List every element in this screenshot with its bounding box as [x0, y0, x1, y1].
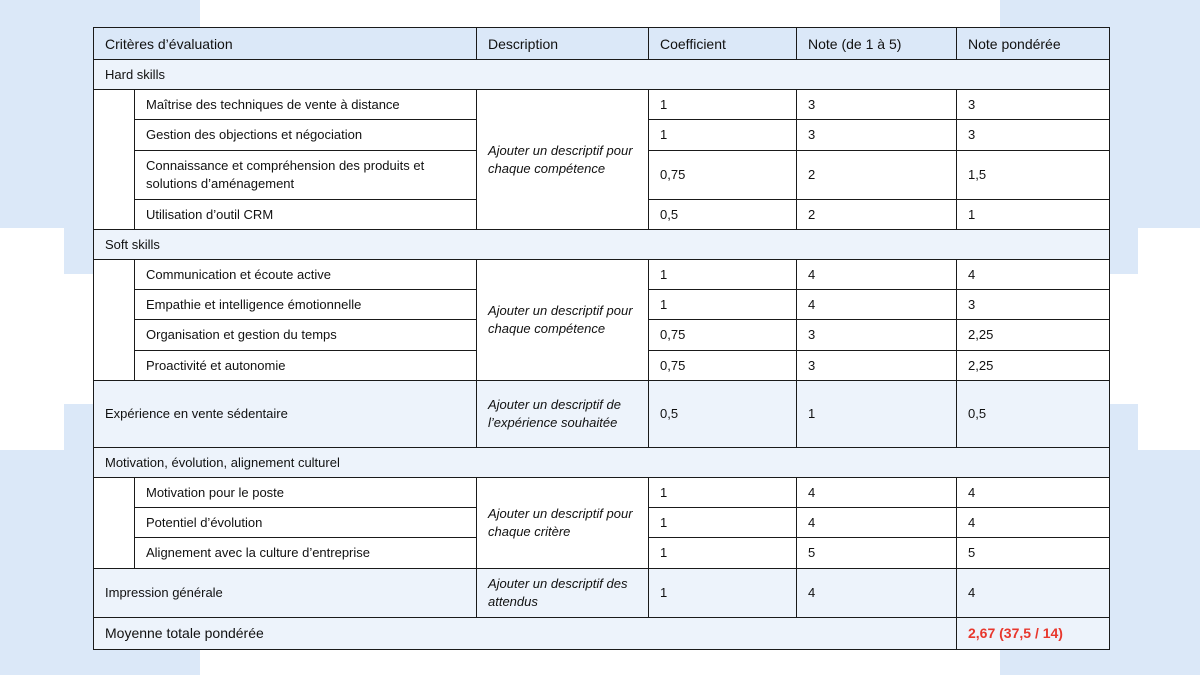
- table-row: [94, 260, 1110, 290]
- weighted-cell: 4: [957, 568, 1110, 617]
- total-label: Moyenne totale pondérée: [94, 617, 957, 649]
- note-cell: 5: [797, 538, 957, 568]
- criterion-label: Connaissance et compréhension des produits et solutions d’aménagement: [135, 150, 477, 199]
- note-cell: 3: [797, 320, 957, 350]
- header-row: [94, 28, 1110, 60]
- description-cell: Ajouter un descriptif de l’expérience souhaitée: [477, 380, 649, 447]
- weighted-cell: 1,5: [957, 150, 1110, 199]
- coefficient-cell: 0,75: [649, 150, 797, 199]
- section-row: [94, 60, 1110, 90]
- coefficient-cell: 0,5: [649, 380, 797, 447]
- section-row: [94, 229, 1110, 259]
- note-cell: 4: [797, 478, 957, 508]
- header-description: Description: [477, 28, 649, 60]
- description-cell: Ajouter un descriptif pour chaque compétence: [477, 260, 649, 381]
- section-row: [94, 447, 1110, 477]
- header-coefficient: Coefficient: [649, 28, 797, 60]
- criterion-label: Alignement avec la culture d’entreprise: [135, 538, 477, 568]
- criterion-label: Utilisation d’outil CRM: [135, 199, 477, 229]
- criterion-label: Organisation et gestion du temps: [135, 320, 477, 350]
- indent-cell: [94, 478, 135, 568]
- total-row: [94, 617, 1110, 649]
- section-title-motivation: Motivation, évolution, alignement culturel: [94, 447, 1110, 477]
- criterion-label: Empathie et intelligence émotionnelle: [135, 290, 477, 320]
- criterion-label: Expérience en vente sédentaire: [94, 380, 477, 447]
- description-cell: Ajouter un descriptif des attendus: [477, 568, 649, 617]
- weighted-cell: 0,5: [957, 380, 1110, 447]
- note-cell: 4: [797, 260, 957, 290]
- description-cell: Ajouter un descriptif pour chaque critère: [477, 478, 649, 568]
- description-cell: Ajouter un descriptif pour chaque compétence: [477, 90, 649, 230]
- criterion-label: Motivation pour le poste: [135, 478, 477, 508]
- total-value: 2,67 (37,5 / 14): [957, 617, 1110, 649]
- header-criteria: Critères d’évaluation: [94, 28, 477, 60]
- note-cell: 4: [797, 290, 957, 320]
- coefficient-cell: 1: [649, 538, 797, 568]
- weighted-cell: 3: [957, 90, 1110, 120]
- section-title-soft-skills: Soft skills: [94, 229, 1110, 259]
- coefficient-cell: 0,75: [649, 350, 797, 380]
- criterion-label: Potentiel d’évolution: [135, 508, 477, 538]
- weighted-cell: 5: [957, 538, 1110, 568]
- note-cell: 1: [797, 380, 957, 447]
- indent-cell: [94, 260, 135, 381]
- weighted-cell: 4: [957, 478, 1110, 508]
- indent-cell: [94, 90, 135, 230]
- header-note: Note (de 1 à 5): [797, 28, 957, 60]
- coefficient-cell: 1: [649, 568, 797, 617]
- note-cell: 2: [797, 150, 957, 199]
- criterion-label: Impression générale: [94, 568, 477, 617]
- coefficient-cell: 0,75: [649, 320, 797, 350]
- coefficient-cell: 1: [649, 290, 797, 320]
- coefficient-cell: 1: [649, 120, 797, 150]
- weighted-cell: 4: [957, 508, 1110, 538]
- criterion-label: Communication et écoute active: [135, 260, 477, 290]
- note-cell: 3: [797, 120, 957, 150]
- note-cell: 2: [797, 199, 957, 229]
- table-row: [94, 380, 1110, 447]
- table-row: [94, 478, 1110, 508]
- table-row: [94, 568, 1110, 617]
- weighted-cell: 1: [957, 199, 1110, 229]
- weighted-cell: 3: [957, 120, 1110, 150]
- header-weighted-note: Note pondérée: [957, 28, 1110, 60]
- coefficient-cell: 1: [649, 260, 797, 290]
- note-cell: 4: [797, 568, 957, 617]
- weighted-cell: 4: [957, 260, 1110, 290]
- table-row: [94, 90, 1110, 120]
- evaluation-table: [93, 27, 1110, 650]
- coefficient-cell: 1: [649, 508, 797, 538]
- criterion-label: Proactivité et autonomie: [135, 350, 477, 380]
- note-cell: 3: [797, 90, 957, 120]
- coefficient-cell: 1: [649, 90, 797, 120]
- criterion-label: Gestion des objections et négociation: [135, 120, 477, 150]
- weighted-cell: 2,25: [957, 320, 1110, 350]
- weighted-cell: 3: [957, 290, 1110, 320]
- section-title-hard-skills: Hard skills: [94, 60, 1110, 90]
- note-cell: 3: [797, 350, 957, 380]
- note-cell: 4: [797, 508, 957, 538]
- criterion-label: Maîtrise des techniques de vente à distance: [135, 90, 477, 120]
- weighted-cell: 2,25: [957, 350, 1110, 380]
- coefficient-cell: 0,5: [649, 199, 797, 229]
- coefficient-cell: 1: [649, 478, 797, 508]
